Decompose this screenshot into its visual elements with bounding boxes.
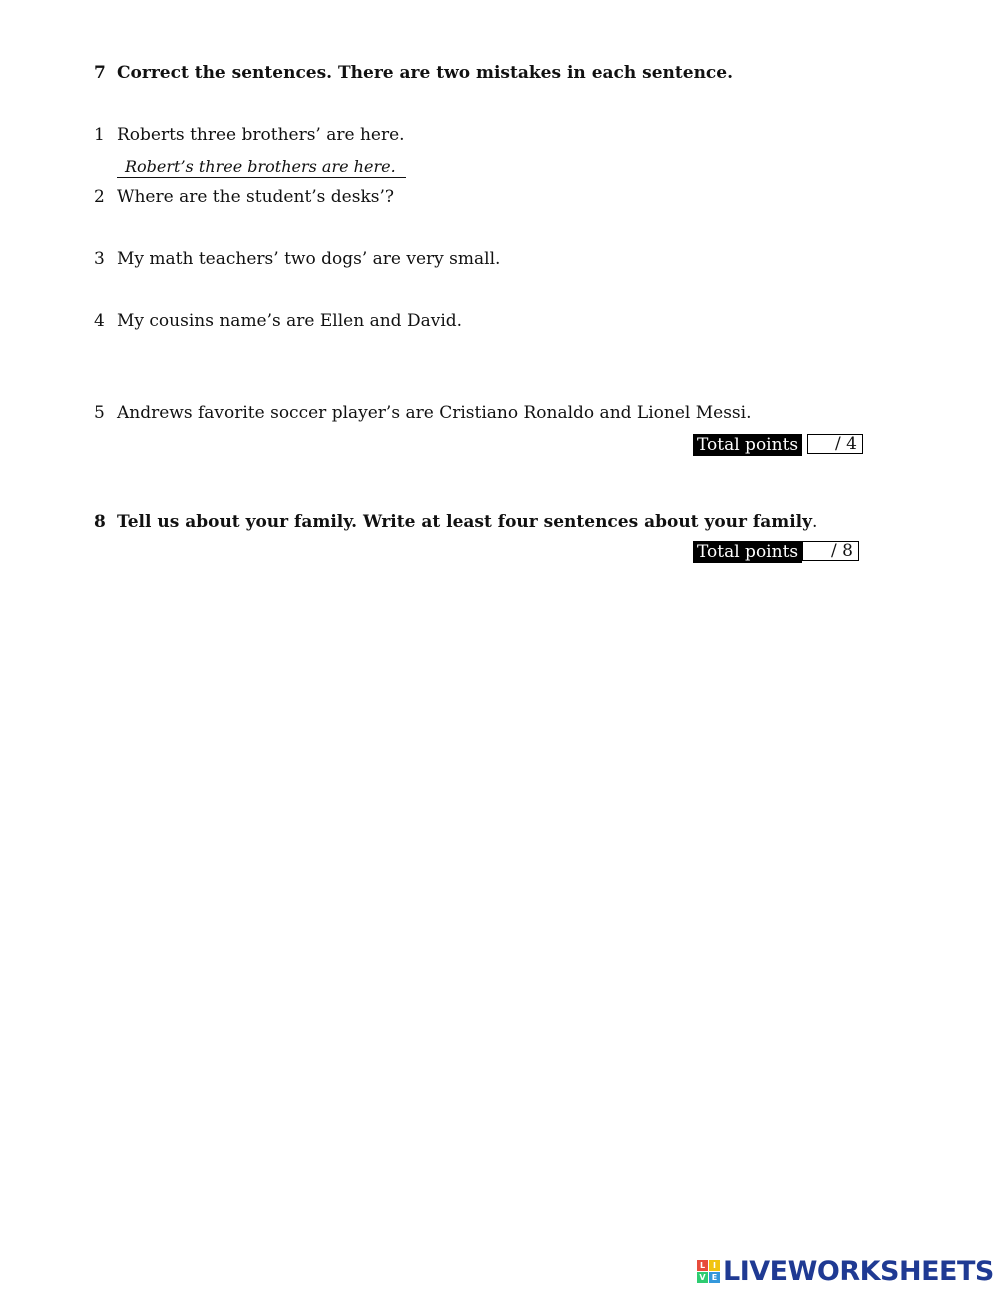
logo-letter-v: V bbox=[697, 1272, 708, 1283]
item-2-sentence: Where are the student’s desks’? bbox=[117, 187, 395, 207]
total-points-label-7: Total points bbox=[693, 434, 802, 456]
total-points-box-8: / 8 bbox=[802, 541, 859, 561]
exercise-8-number: 8 bbox=[94, 512, 106, 532]
item-1-number: 1 bbox=[94, 125, 105, 145]
liveworksheets-logo bbox=[697, 1256, 994, 1286]
logo-mark-icon bbox=[697, 1260, 720, 1283]
total-points-box-7: / 4 bbox=[807, 434, 863, 454]
exercise-7-number: 7 bbox=[94, 63, 106, 83]
example-answer: Robert’s three brothers are here. bbox=[117, 157, 406, 178]
exercise-7-instruction: Correct the sentences. There are two mistakes in each sentence. bbox=[117, 63, 734, 83]
logo-letter-e: E bbox=[709, 1272, 720, 1283]
exercise-8-instruction-period: . bbox=[812, 512, 818, 532]
item-4-sentence: My cousins name’s are Ellen and David. bbox=[117, 311, 463, 331]
item-3-number: 3 bbox=[94, 249, 105, 269]
item-4-number: 4 bbox=[94, 311, 105, 331]
item-1-sentence: Roberts three brothers’ are here. bbox=[117, 125, 405, 145]
item-3-sentence: My math teachers’ two dogs’ are very small. bbox=[117, 249, 501, 269]
logo-letter-l: L bbox=[697, 1260, 708, 1271]
exercise-8-instruction: Tell us about your family. Write at least four sentences about your family bbox=[117, 512, 813, 532]
item-5-number: 5 bbox=[94, 403, 105, 423]
item-5-sentence: Andrews favorite soccer player’s are Cristiano Ronaldo and Lionel Messi. bbox=[117, 403, 752, 423]
logo-letter-i: I bbox=[709, 1260, 720, 1271]
total-points-label-8: Total points bbox=[693, 541, 802, 563]
exercise-8-instruction-wrap bbox=[117, 512, 817, 532]
item-2-number: 2 bbox=[94, 187, 105, 207]
logo-text: LIVEWORKSHEETS bbox=[723, 1255, 994, 1287]
